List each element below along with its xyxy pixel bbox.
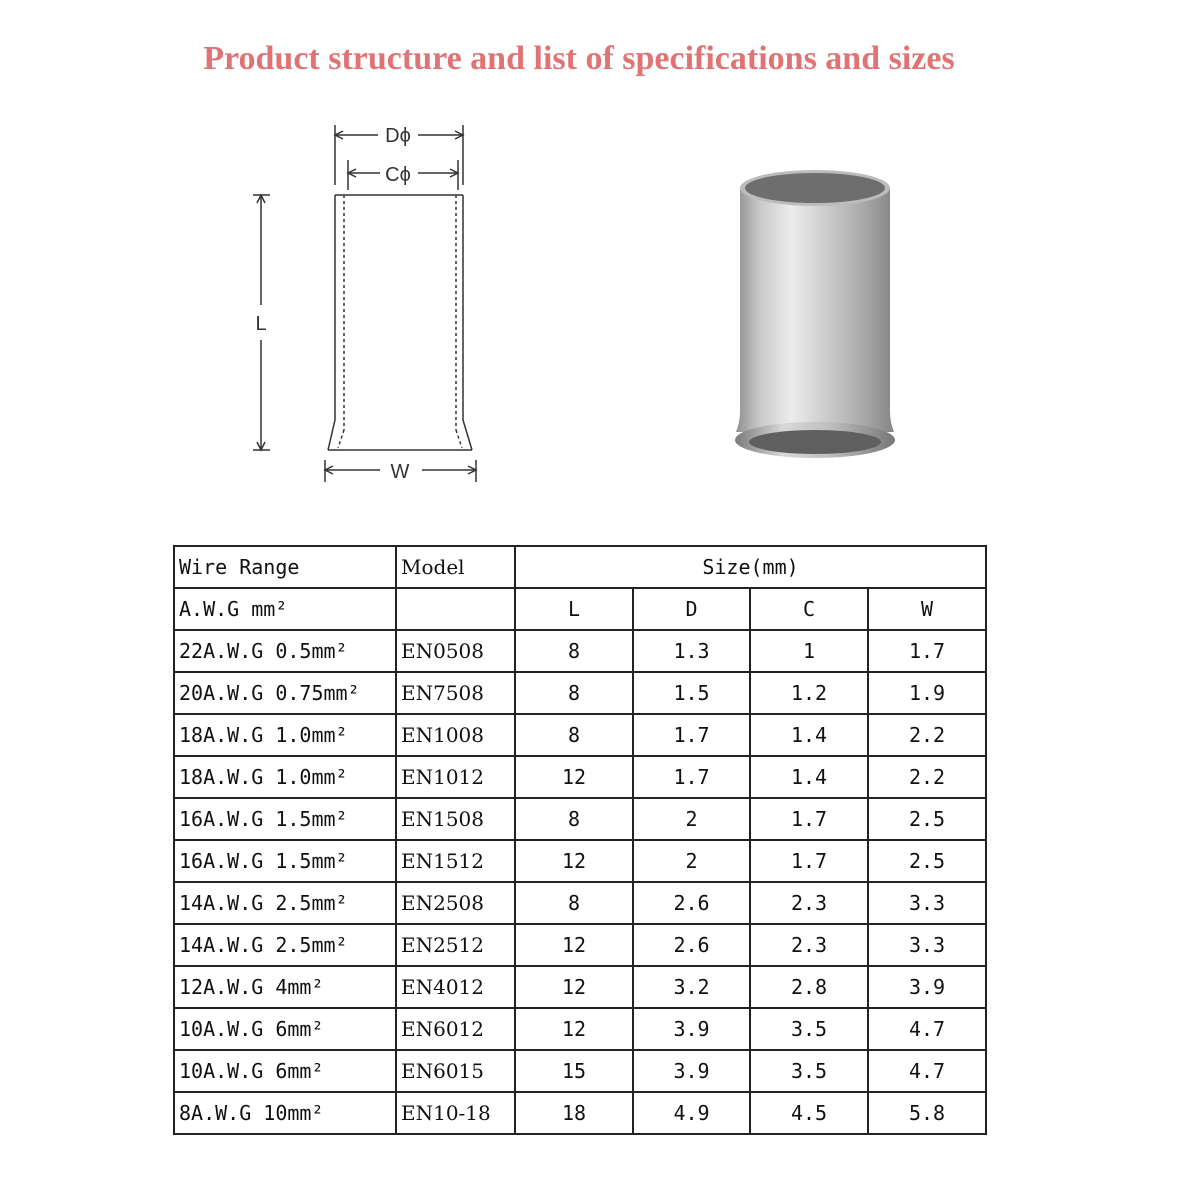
header-d: D xyxy=(633,588,750,630)
cell-w: 4.7 xyxy=(868,1008,986,1050)
cell-d: 3.9 xyxy=(633,1008,750,1050)
table-row xyxy=(174,1008,986,1050)
header-model-blank xyxy=(396,588,515,630)
cell-d: 4.9 xyxy=(633,1092,750,1134)
cell-w: 2.5 xyxy=(868,840,986,882)
cell-c: 2.8 xyxy=(750,966,868,1008)
table-row xyxy=(174,798,986,840)
cell-d: 2 xyxy=(633,840,750,882)
ferrule-dimension-diagram xyxy=(230,110,490,490)
cell-wire-range: 14A.W.G 2.5mm² xyxy=(174,882,396,924)
cell-l: 12 xyxy=(515,966,633,1008)
cell-model: EN0508 xyxy=(396,630,515,672)
cell-wire-range: 14A.W.G 2.5mm² xyxy=(174,924,396,966)
table-row xyxy=(174,672,986,714)
cell-w: 2.2 xyxy=(868,714,986,756)
cell-model: EN1008 xyxy=(396,714,515,756)
header-wire-range: Wire Range xyxy=(174,546,396,588)
cell-c: 1 xyxy=(750,630,868,672)
cell-c: 4.5 xyxy=(750,1092,868,1134)
cell-d: 3.9 xyxy=(633,1050,750,1092)
table-row xyxy=(174,1092,986,1134)
cell-w: 2.2 xyxy=(868,756,986,798)
cell-w: 3.3 xyxy=(868,924,986,966)
cell-c: 3.5 xyxy=(750,1050,868,1092)
cell-l: 8 xyxy=(515,630,633,672)
cell-c: 2.3 xyxy=(750,924,868,966)
cell-wire-range: 12A.W.G 4mm² xyxy=(174,966,396,1008)
cell-l: 12 xyxy=(515,756,633,798)
cell-l: 15 xyxy=(515,1050,633,1092)
cell-l: 8 xyxy=(515,882,633,924)
cell-c: 1.4 xyxy=(750,756,868,798)
table-row xyxy=(174,966,986,1008)
cell-d: 2.6 xyxy=(633,882,750,924)
d-label: Dϕ xyxy=(385,125,411,147)
cell-l: 8 xyxy=(515,798,633,840)
table-row xyxy=(174,882,986,924)
table-header-row xyxy=(174,546,986,588)
cell-wire-range: 10A.W.G 6mm² xyxy=(174,1050,396,1092)
cell-c: 3.5 xyxy=(750,1008,868,1050)
table-subheader-row xyxy=(174,588,986,630)
table-row xyxy=(174,630,986,672)
w-label: W xyxy=(390,461,410,483)
ferrule-outline xyxy=(328,195,472,450)
cell-l: 8 xyxy=(515,714,633,756)
cell-l: 8 xyxy=(515,672,633,714)
cell-c: 1.7 xyxy=(750,798,868,840)
cell-model: EN1508 xyxy=(396,798,515,840)
cell-c: 1.7 xyxy=(750,840,868,882)
specification-table xyxy=(173,545,987,1135)
cell-model: EN6015 xyxy=(396,1050,515,1092)
page-title: Product structure and list of specifications and sizes xyxy=(203,40,955,77)
header-size: Size(mm) xyxy=(515,546,986,588)
cell-model: EN4012 xyxy=(396,966,515,1008)
cell-d: 2 xyxy=(633,798,750,840)
table-row xyxy=(174,1050,986,1092)
cell-w: 5.8 xyxy=(868,1092,986,1134)
cell-model: EN2512 xyxy=(396,924,515,966)
cell-w: 4.7 xyxy=(868,1050,986,1092)
cell-d: 3.2 xyxy=(633,966,750,1008)
cell-d: 1.5 xyxy=(633,672,750,714)
cell-l: 12 xyxy=(515,840,633,882)
cell-wire-range: 8A.W.G 10mm² xyxy=(174,1092,396,1134)
cell-w: 1.7 xyxy=(868,630,986,672)
cell-w: 3.9 xyxy=(868,966,986,1008)
cell-w: 2.5 xyxy=(868,798,986,840)
ferrule-photo xyxy=(700,150,930,470)
header-c: C xyxy=(750,588,868,630)
cell-l: 12 xyxy=(515,1008,633,1050)
table-row xyxy=(174,714,986,756)
cell-w: 1.9 xyxy=(868,672,986,714)
cell-wire-range: 22A.W.G 0.5mm² xyxy=(174,630,396,672)
header-l: L xyxy=(515,588,633,630)
header-model: Model xyxy=(396,546,515,588)
cell-l: 12 xyxy=(515,924,633,966)
cell-wire-range: 20A.W.G 0.75mm² xyxy=(174,672,396,714)
cell-model: EN10-18 xyxy=(396,1092,515,1134)
c-label: Cϕ xyxy=(385,164,411,186)
cell-wire-range: 10A.W.G 6mm² xyxy=(174,1008,396,1050)
table-row xyxy=(174,840,986,882)
cell-d: 1.7 xyxy=(633,756,750,798)
cell-model: EN7508 xyxy=(396,672,515,714)
header-w: W xyxy=(868,588,986,630)
cell-wire-range: 16A.W.G 1.5mm² xyxy=(174,798,396,840)
cell-model: EN6012 xyxy=(396,1008,515,1050)
cell-model: EN1512 xyxy=(396,840,515,882)
header-awg: A.W.G mm² xyxy=(174,588,396,630)
cell-d: 1.7 xyxy=(633,714,750,756)
cell-l: 18 xyxy=(515,1092,633,1134)
cell-wire-range: 16A.W.G 1.5mm² xyxy=(174,840,396,882)
cell-d: 1.3 xyxy=(633,630,750,672)
cell-wire-range: 18A.W.G 1.0mm² xyxy=(174,714,396,756)
table-row xyxy=(174,756,986,798)
cell-w: 3.3 xyxy=(868,882,986,924)
l-label: L xyxy=(255,313,267,335)
cell-c: 1.2 xyxy=(750,672,868,714)
table-row xyxy=(174,924,986,966)
cell-model: EN1012 xyxy=(396,756,515,798)
cell-c: 2.3 xyxy=(750,882,868,924)
cell-model: EN2508 xyxy=(396,882,515,924)
cell-c: 1.4 xyxy=(750,714,868,756)
cell-wire-range: 18A.W.G 1.0mm² xyxy=(174,756,396,798)
cell-d: 2.6 xyxy=(633,924,750,966)
